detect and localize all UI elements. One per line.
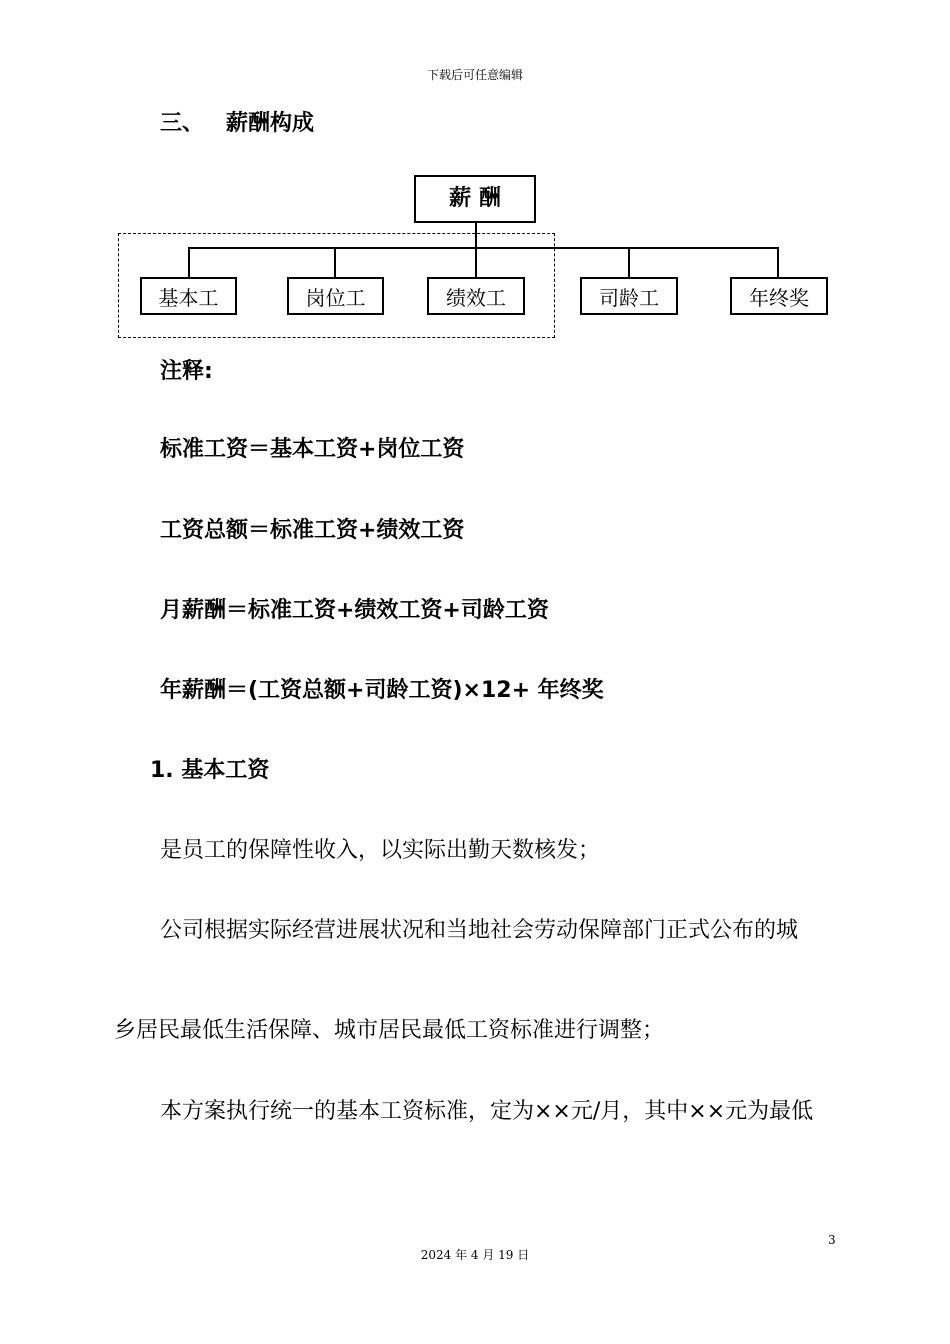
child-connector	[334, 247, 336, 278]
child-connector	[777, 247, 779, 278]
diagram-node-position: 岗位工	[287, 277, 384, 315]
section-number: 三、	[160, 111, 205, 136]
root-connector	[475, 222, 477, 248]
section-heading	[160, 106, 314, 137]
diagram-node-performance: 绩效工	[427, 277, 525, 315]
footer-date: 2024 年 4 月 19 日	[420, 1248, 530, 1262]
formula-standard-wage: 标准工资＝基本工资+岗位工资	[160, 437, 465, 462]
child-connector	[628, 247, 630, 278]
page-number: 3	[828, 1233, 836, 1247]
section-title: 薪酬构成	[226, 111, 315, 136]
header-note: 下载后可任意编辑	[426, 68, 523, 82]
formula-annual-pay: 年薪酬＝(工资总额+司龄工资)×12+ 年终奖	[160, 678, 604, 703]
diagram-node-seniority: 司龄工	[580, 277, 678, 315]
paragraph: 公司根据实际经营进展状况和当地社会劳动保障部门正式公布的城	[160, 918, 799, 943]
diagram-root-box: 薪 酬	[414, 175, 536, 223]
formula-total-wage: 工资总额＝标准工资+绩效工资	[160, 518, 465, 543]
horizontal-connector	[188, 247, 778, 249]
child-connector	[475, 247, 477, 278]
diagram-node-year-end-bonus: 年终奖	[730, 277, 828, 315]
paragraph: 乡居民最低生活保障、城市居民最低工资标准进行调整；	[114, 1018, 665, 1043]
child-connector	[188, 247, 190, 278]
subsection-title: 1. 基本工资	[150, 758, 270, 783]
paragraph: 本方案执行统一的基本工资标准，定为××元/月，其中××元为最低	[160, 1099, 814, 1124]
notes-label: 注释:	[160, 359, 213, 384]
paragraph: 是员工的保障性收入，以实际出勤天数核发；	[160, 838, 601, 863]
formula-monthly-pay: 月薪酬＝标准工资+绩效工资+司龄工资	[160, 598, 549, 623]
diagram-node-basic: 基本工	[140, 277, 237, 315]
